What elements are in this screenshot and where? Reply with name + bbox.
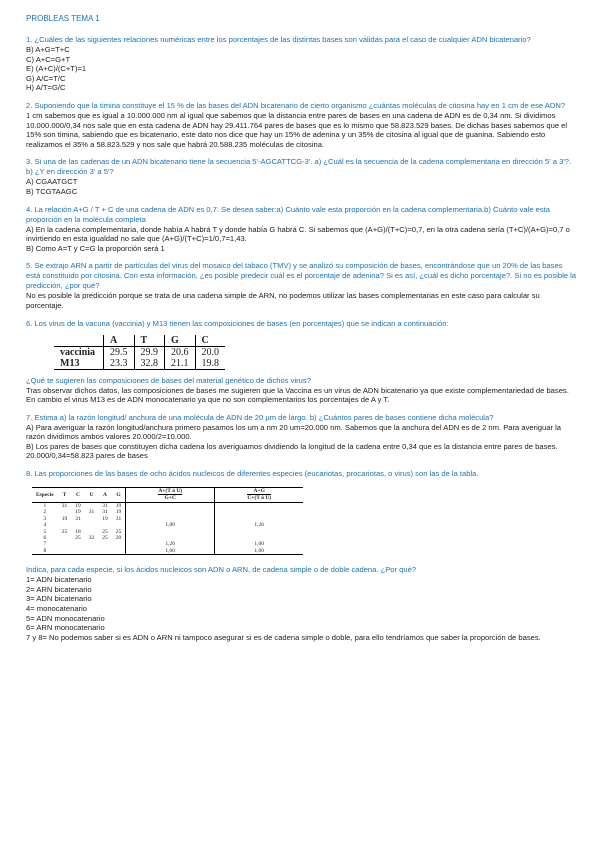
- table-cell: 20.6: [165, 346, 196, 358]
- table-cell: 4: [43, 522, 47, 529]
- table-cell: 32: [88, 534, 95, 541]
- question-2-answer: 1 cm sabemos que es igual a 10.000.000 nm al igual que sabemos que la distancia entre pares de bases en una cadena de ADN es de 0,34 nm. Si dividimos 10.000.000/0,34 nos sale que en esta cadena de ADN hay 29.411.764 pares de bases que es lo mismo que 58.823.529 bases. De dichas bases sabemos que el 15% son timina, sabiendo que es bicatenario, este dato nos dice que hay un 15% de adenina y un 35% de citosina al igual que de guanina. Sabiendo esto realizamos el 35% a 58.823.529 y nos sale que habrá 20.588.235 moléculas de citosina.: [26, 110, 568, 149]
- question-8-text: 8. Las proporciones de las bases de ocho ácidos nucleicos de diferentes especies (eucariotas, procariotas, o virus) son las de la tabla.: [26, 469, 479, 479]
- table-cell: 25: [115, 528, 122, 535]
- table-header-cell: A: [98, 488, 112, 503]
- table-cell: 20.0: [195, 346, 225, 358]
- question-4-text: 4. La relación A+G / T + C de una cadena de ADN es 0,7. Se desea saber:a) Cuánto vale esta proporción en la cadena complementaria.b) Cuánto vale esta proporción en la molécula completa: [26, 204, 551, 224]
- table-header-cell: [54, 335, 104, 347]
- table-cell: [85, 548, 99, 555]
- table-row: [54, 346, 225, 358]
- ratio-numerator: A+G: [247, 488, 271, 495]
- table-cell: 25: [102, 528, 108, 535]
- table-cell: 31: [75, 515, 81, 522]
- table-cell: 1,00: [215, 548, 304, 555]
- table-cell: 19: [75, 509, 81, 516]
- list-item: 6= ARN monocatenario: [26, 623, 105, 633]
- table-header-row: [32, 488, 303, 503]
- q7-answer-b: B) Los pares de bases que constituyen dicha cadena los averiguamos dividiendo la longitud de la cadena entre 0,34 que es la distancia entre pares de bases. 20.000/0,34=58.823 pares de bases: [26, 441, 558, 461]
- table-header-cell: [215, 488, 304, 503]
- table-cell: 31: [102, 509, 108, 516]
- table-cell: 6: [43, 534, 47, 541]
- table-cell: 29.9: [134, 346, 165, 358]
- table-cell: 1,26: [215, 522, 304, 528]
- question-8: [26, 469, 578, 642]
- q1-option: E) (A+C)/(C+T)=1: [26, 64, 87, 74]
- question-5-answer: No es posible la predicción porque se trata de una cadena simple de ARN, no podemos utilizar las bases complementarias en este caso para calcular su porcentaje.: [26, 291, 540, 310]
- document-page: [26, 14, 578, 650]
- table-cell: 3: [43, 515, 47, 522]
- table-header-cell: G: [112, 488, 126, 503]
- table-cell: [85, 502, 99, 509]
- list-item: 7 y 8= No podemos saber si es ADN o ARN ni tampoco asegurar si es de cadena simple o doble, para ello tendríamos que saber la proporción de bases.: [26, 632, 541, 642]
- table-header-cell: Especie: [32, 488, 58, 503]
- table-header-cell: [126, 488, 215, 503]
- table-cell: 29.5: [104, 346, 135, 358]
- list-item: 5= ADN monocatenario: [26, 613, 105, 623]
- table-cell: [126, 502, 215, 509]
- list-item: 1= ADN bicatenario: [26, 575, 92, 585]
- table-cell: 20: [115, 534, 122, 541]
- table-header-cell: A: [104, 335, 135, 347]
- question-1: [26, 35, 578, 93]
- table-header-cell: C: [71, 488, 85, 503]
- question-1-text: 1. ¿Cuáles de las siguientes relaciones numéricas entre los porcentajes de las distintas bases son válidas para el caso de cualquier ADN bicatenario?: [26, 35, 531, 44]
- table-cell: 23.3: [104, 358, 135, 370]
- list-item: 4= monocatenario: [26, 603, 88, 613]
- question-5-text: 5. Se extrajo ARN a partir de partículas del virus del mosaico del tabaco (TMV) y se analizó su composición de bases, encontrándose que un 20% de las bases está constituido por citosina. Con esta información, ¿es posible predecir cuál es el porcentaje de adenina? Si es así, ¿cuál es dicho porcentaje?. Si no es posible la predicción, ¿por qué?: [26, 261, 577, 291]
- table-cell: [71, 548, 85, 555]
- q7-answer-a: A) Para averiguar la razón longitud/anchura primero pasamos los um a nm 20 um=20.000 nm. Sabemos que la anchura del ADN es de 2 nm. Para averiguar la razón dividimos ambos valores 20.000/2=10.000.: [26, 422, 562, 442]
- table-header-cell: C: [195, 335, 225, 347]
- table-cell: 7: [43, 541, 47, 548]
- table-cell: M13: [54, 358, 104, 370]
- question-7-text: 7. Estima a) la razón longitud/ anchura de una molécula de ADN de 20 µm de largo. b) ¿Cuántos pares de bases contiene dicha molécula?: [26, 412, 494, 422]
- table-row: [32, 502, 303, 509]
- question-6-answer: Tras observar dichos datos, las composiciones de bases me sugieren que la Vaccina es un virus de ADN bicatenario ya que existe complementariedad de bases. En cambio el virus M13 es de ADN monocatenario ya que no son complementarios los porcentajes de A y T.: [26, 385, 569, 405]
- table-row: [54, 358, 225, 370]
- list-item: 2= ARN bicatenario: [26, 584, 92, 594]
- table-cell: 1,00: [126, 522, 215, 528]
- table-cell: 1: [43, 502, 47, 509]
- table-header-cell: T: [134, 335, 165, 347]
- table-cell: 19: [61, 515, 68, 522]
- q1-option: G) A/C=T/C: [26, 73, 66, 83]
- table-cell: vaccinia: [60, 346, 95, 358]
- table-cell: 25: [61, 528, 68, 535]
- q4-answer-a: A) En la cadena complementaria, donde había A habrá T y donde había G habrá C. Si sabemos que (A+G)/(T+C)=0,7, en la otra cadena sería (T+C)/(A+G)=0,7 o invirtiendo en esta igualdad no sale que (A+G)/(T+C)=1/0,7=1,43.: [26, 224, 570, 244]
- question-3-text: 3. Si una de las cadenas de un ADN bicatenario tiene la secuencia 5'-AGCATTCG-3'. a) ¿Cuál es la secuencia de la cadena complementaria en dirección 5' a 3'?. b) ¿Y en dirección 3' a 5'?: [26, 157, 572, 177]
- table-cell: 19: [75, 502, 81, 509]
- table-cell: 5: [43, 528, 47, 535]
- table-cell: 19: [102, 515, 108, 522]
- table-cell: 1,00: [215, 541, 304, 547]
- table-cell: 25: [102, 534, 108, 541]
- question-6: [26, 319, 578, 405]
- table-header-cell: U: [85, 488, 99, 503]
- table-cell: [98, 548, 112, 555]
- question-8-followup: Indica, para cada especie, si los ácidos nucleicos son ADN o ARN, de cadena simple o de doble cadena. ¿Por qué?: [26, 565, 417, 575]
- question-7: [26, 413, 578, 461]
- table-row: [32, 548, 303, 555]
- table-cell: 21.1: [165, 358, 196, 370]
- question-3: [26, 157, 578, 196]
- question-2: [26, 101, 578, 149]
- table-cell: 31: [115, 515, 122, 522]
- table-cell: [58, 548, 72, 555]
- table-cell: 19.8: [195, 358, 225, 370]
- q4-answer-b: B) Como A=T y C=G la proporción será 1: [26, 243, 165, 253]
- table-cell: 18: [75, 528, 81, 535]
- table-header-row: [54, 335, 225, 347]
- table-cell: 2: [43, 509, 47, 516]
- ratio-denominator: G+C: [164, 495, 176, 502]
- question-2-text: 2. Suponiendo que la timina constituye el 15 % de las bases del ADN bicatenario de cierto organismo ¿cuántas moléculas de citosina hay en 1 cm de ese ADN?: [26, 100, 566, 110]
- table-cell: 8: [32, 548, 58, 555]
- table-cell: 31: [88, 509, 95, 516]
- table-header-cell: T: [58, 488, 72, 503]
- q1-option: B) A+G=T+C: [26, 45, 70, 54]
- table-cell: [112, 548, 126, 555]
- table-cell: 32.8: [134, 358, 165, 370]
- ratio-denominator: C+(T ó U): [247, 495, 272, 502]
- table-cell: 1,00: [126, 548, 215, 555]
- question-6-text: 6. Los virus de la vacuna (vaccinia) y M13 tienen las composiciones de bases (en porcentajes) que se indican a continuación:: [26, 318, 449, 328]
- table-header-cell: G: [165, 335, 196, 347]
- q8-species-table: [32, 487, 303, 555]
- q8-answer-list: [26, 575, 578, 642]
- table-cell: 19: [115, 509, 122, 516]
- table-cell: 1,26: [126, 541, 215, 547]
- table-cell: 25: [75, 534, 81, 541]
- q1-option: H) A/T=G/C: [26, 83, 66, 93]
- question-4: [26, 205, 578, 254]
- table-cell: [215, 502, 304, 509]
- table-cell: 31: [102, 502, 108, 509]
- q6-composition-table: [54, 335, 225, 370]
- question-6-followup: ¿Qué te sugieren las composiciones de bases del material genético de dichos virus?: [26, 375, 311, 385]
- ratio-numerator: A+(T ó U): [158, 488, 183, 495]
- question-5: [26, 261, 578, 310]
- table-cell: 31: [61, 502, 68, 509]
- q1-option: C) A+C=G+T: [26, 54, 71, 64]
- q3-answer-b: B) TCGTAAGC: [26, 186, 78, 196]
- table-cell: 19: [115, 502, 122, 509]
- q3-answer-a: A) CGAATGCT: [26, 177, 78, 187]
- list-item: 3= ADN bicatenario: [26, 594, 92, 604]
- document-title: PROBLEAS TEMA 1: [26, 14, 100, 23]
